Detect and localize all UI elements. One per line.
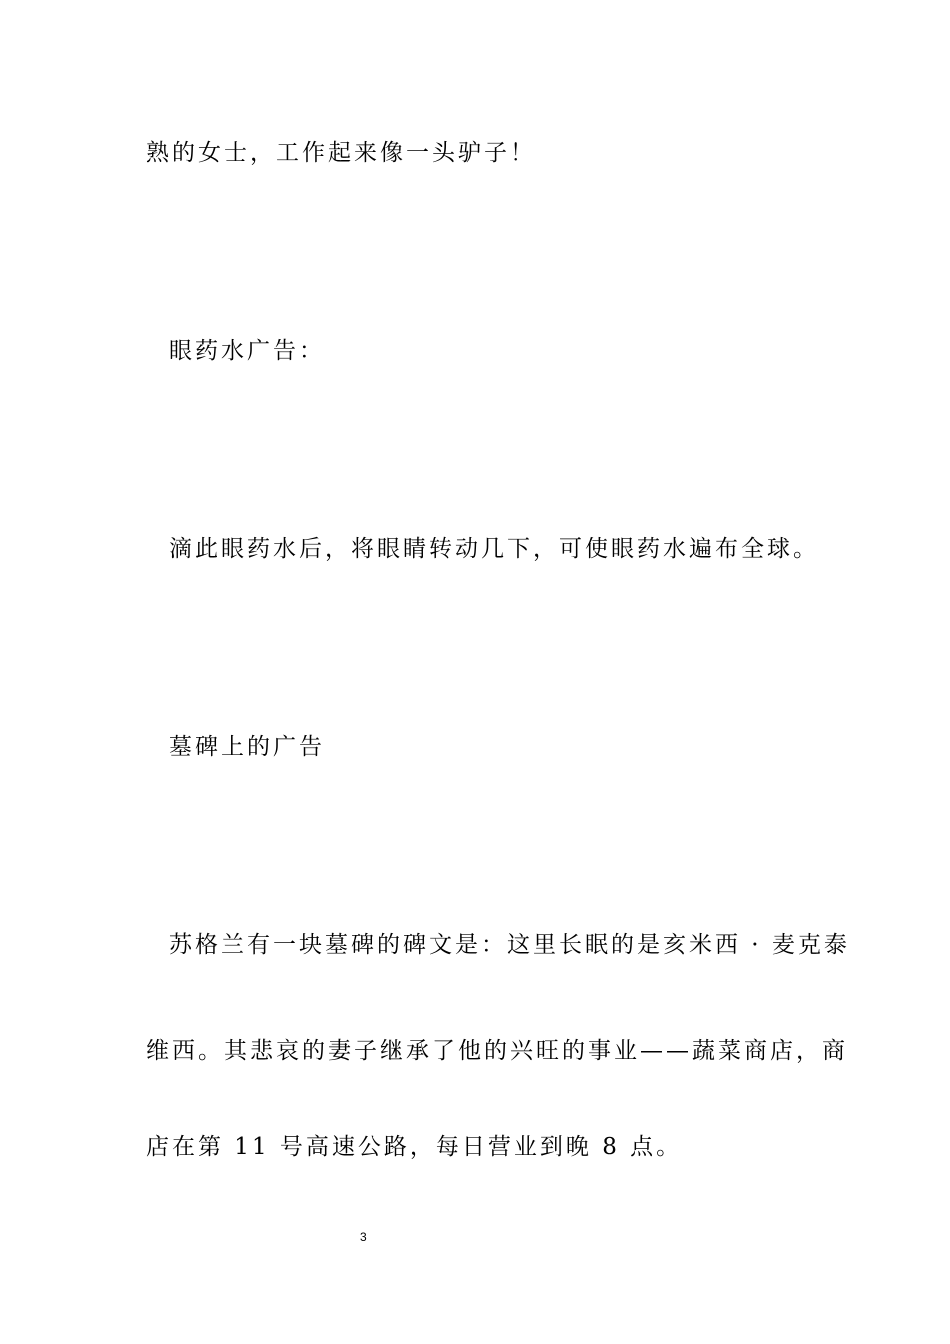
paragraph-line: 店在第 11 号高速公路，每日营业到晚 8 点。 (146, 1134, 683, 1160)
paragraph-line: 滴此眼药水后，将眼睛转动几下，可使眼药水遍布全球。 (169, 536, 819, 562)
heading-tombstone-ad: 墓碑上的广告 (169, 734, 325, 760)
paragraph-line: 熟的女士，工作起来像一头驴子！ (146, 140, 536, 166)
page-number: 3 (360, 1230, 367, 1244)
heading-eye-drops-ad: 眼药水广告： (169, 338, 325, 364)
paragraph-line: 维西。其悲哀的妻子继承了他的兴旺的事业——蔬菜商店，商 (146, 1038, 848, 1064)
paragraph-line: 苏格兰有一块墓碑的碑文是：这里长眠的是亥米西 · 麦克泰 (169, 932, 850, 958)
